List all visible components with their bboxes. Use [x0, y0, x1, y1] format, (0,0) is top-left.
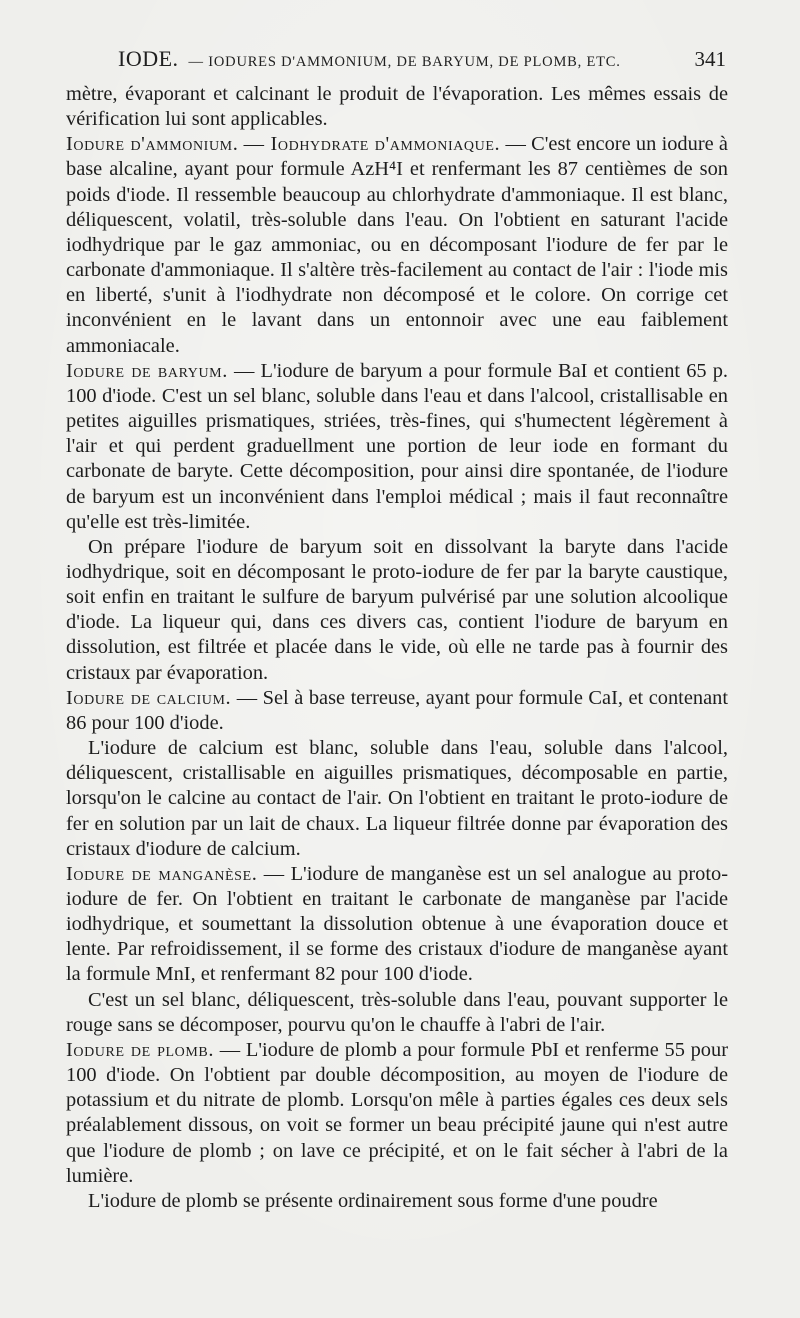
section-heading: Iodure de calcium. — [66, 686, 232, 709]
paragraph-iodure-baryum — [66, 359, 728, 535]
paragraph-iodure-manganese — [66, 862, 728, 988]
paragraph-continuation — [66, 82, 728, 132]
paragraph-text: L'iodure de plomb se présente ordinairement sous forme d'une poudre — [88, 1189, 658, 1212]
body-text — [66, 82, 728, 1214]
section-heading: Iodure d'ammonium. — [66, 133, 239, 156]
paragraph-text: — C'est encore un iodure à base alcaline, ayant pour formule AzH⁴I et renfermant les 87 centièmes de son poids d'iode. Il ressemble beaucoup au chlorhydrate d'ammoniaque. Il est blanc, déliquescent, volatil, très-soluble dans l'eau. On l'obtient en saturant l'acide iodhydrique par le gaz ammoniac, ou en décomposant l'iodure de fer par le carbonate d'ammoniaque. Il s'altère très-facilement au contact de l'air : l'iode mis en liberté, s'unit à l'iodhydrate non décomposé et le colore. On corrige cet inconvénient en le lavant dans un entonnoir avec une eau faiblement ammoniacale. — [66, 133, 728, 357]
paragraph-text: mètre, évaporant et calcinant le produit de l'évaporation. Les mêmes essais de vérification lui sont applicables. — [66, 83, 728, 131]
chapter-title: IODE. — [118, 46, 179, 71]
paragraph-text: — L'iodure de manganèse est un sel analogue au proto-iodure de fer. On l'obtient en traitant le carbonate de manganèse par l'acide iodhydrique, et soumettant la dissolution obtenue à une évaporation douce et lente. Par refroidissement, il se forme des cristaux d'iodure de manganèse ayant la formule MnI, et renfermant 82 pour 100 d'iode. — [66, 862, 728, 986]
paragraph-text: On prépare l'iodure de baryum soit en dissolvant la baryte dans l'acide iodhydrique, soit en décomposant le proto-iodure de fer par la baryte caustique, soit enfin en traitant le sulfure de baryum pulvérisé par une solution alcoolique d'iode. La liqueur qui, dans ces divers cas, contient l'iodure de baryum en dissolution, est filtrée et placée dans le vide, où elle ne tarde pas à fournir des cristaux par évaporation. — [66, 535, 728, 684]
paragraph-iodure-plomb — [66, 1038, 728, 1189]
paragraph-iodure-ammonium — [66, 132, 728, 358]
section-heading: Iodure de plomb. — [66, 1038, 215, 1061]
paragraph-text: — L'iodure de plomb a pour formule PbI et renferme 55 pour 100 d'iode. On l'obtient par double décomposition, au moyen de l'iodure de potassium et du nitrate de plomb. Lorsqu'on mêle à parties égales ces deux sels préalablement dissous, on voit se former un beau précipité jaune qui n'est autre que l'iodure de plomb ; on lave ce précipité, et on le fait sécher à l'abri de la lumière. — [66, 1038, 728, 1187]
page-number: 341 — [694, 47, 726, 71]
paragraph-text: — L'iodure de baryum a pour formule BaI et contient 65 p. 100 d'iode. C'est un sel blanc, soluble dans l'eau et dans l'alcool, cristallisable en petites aiguilles prismatiques, striées, très-fines, qui s'humectent légèrement à l'air et qui perdent graduellment une portion de leur iode en formant du carbonate de baryte. Cette décomposition, pour ainsi dire spontanée, de l'iodure de baryum est un inconvénient dans l'emploi médical ; mais il faut reconnaître qu'elle est très-limitée. — [66, 359, 728, 533]
running-header — [118, 46, 726, 74]
paragraph-text: L'iodure de calcium est blanc, soluble dans l'eau, soluble dans l'alcool, déliquescent, cristallisable en aiguilles prismatiques, décomposable en partie, lorsqu'on le calcine au contact de l'air. On l'obtient en traitant le proto-iodure de fer en solution par un lait de chaux. La liqueur filtrée donne par évaporation des cristaux d'iodure de calcium. — [66, 737, 728, 860]
paragraph-manganese-properties — [66, 988, 728, 1038]
paragraph-iodure-calcium — [66, 686, 728, 736]
paragraph-text: C'est un sel blanc, déliquescent, très-soluble dans l'eau, pouvant supporter le rouge sans se décomposer, pourvu qu'on le chauffe à l'abri de l'air. — [66, 988, 728, 1036]
section-heading: Iodure de manganèse. — [66, 862, 258, 885]
paragraph-calcium-properties — [66, 736, 728, 862]
section-heading: Iodure de baryum. — [66, 359, 228, 382]
section-heading-alt: — Iodhydrate d'ammoniaque. — [243, 133, 501, 156]
paragraph-preparation-baryum — [66, 535, 728, 686]
running-title: — IODURES D'AMMONIUM, DE BARYUM, DE PLOMB, ETC. — [188, 54, 621, 70]
paragraph-plomb-properties — [66, 1189, 728, 1214]
paragraph-text: — Sel à base terreuse, ayant pour formule CaI, et contenant 86 pour 100 d'iode. — [66, 686, 728, 734]
